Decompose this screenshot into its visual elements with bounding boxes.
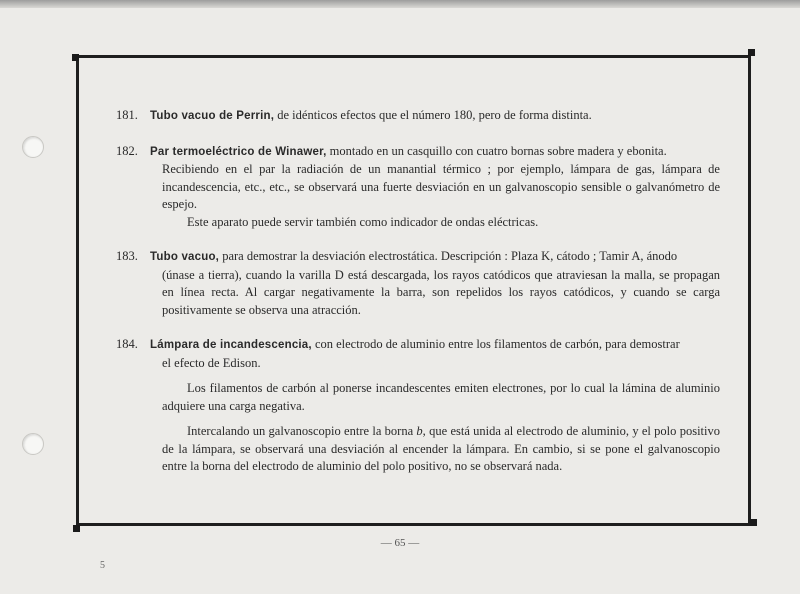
scan-top-edge [0, 0, 800, 8]
catalog-content [116, 107, 720, 493]
page-number: — 65 — [380, 537, 420, 549]
entry-text [150, 248, 720, 267]
entry-number: 181. [116, 108, 138, 122]
entry-number: 184. [116, 337, 138, 351]
entry-number: 183. [116, 249, 138, 263]
entry-183 [116, 248, 720, 319]
signature-mark: 5 [100, 560, 105, 571]
entry-number: 182. [116, 143, 138, 158]
entry-text [150, 143, 720, 162]
paragraph-text: Intercalando un galvanoscopio entre la borna [187, 424, 417, 438]
entry-181 [116, 107, 720, 126]
entry-body [150, 107, 720, 126]
entry-text [150, 336, 720, 355]
entry-description: de idénticos efectos que el número 180, pero de forma distinta. [277, 108, 592, 122]
entry-paragraph [150, 423, 720, 476]
entry-description: para demostrar la desviación electrostática. Descripción : Plaza K, cátodo ; Tamir A, ánodo [222, 249, 678, 263]
frame-corner-bottom-right [750, 519, 757, 526]
paragraph-italic-label: b [416, 424, 423, 438]
entry-text [150, 107, 720, 126]
frame-corner-top-left [72, 54, 79, 61]
entry-body [150, 143, 720, 232]
entry-body [150, 336, 720, 476]
entry-title: Tubo vacuo de Perrin, [150, 110, 275, 122]
entry-title: Par termoeléctrico de Winawer, [150, 145, 327, 158]
entry-title: Lámpara de incandescencia, [150, 339, 312, 351]
binder-hole-bottom [22, 433, 44, 455]
frame-corner-bottom-left [73, 525, 80, 532]
entry-continuation: Recibiendo en el par la radiación de un manantial térmico ; por ejemplo, lámpara de gas, lámpara de incandescencia, etc., etc., se observará una fuerte desviación en un galvanoscopio sensible o galvanómetro de espejo. [162, 162, 720, 211]
frame-corner-top-right [748, 49, 755, 56]
entry-184 [116, 336, 720, 476]
entry-description: montado en un casquillo con cuatro bornas sobre madera y ebonita. [329, 143, 667, 158]
paragraph-text: , que está unida al electrodo de aluminio, y el polo positivo de la lámpara, se observará una desviación al encender la lámpara. En cambio, si se pone el galvanoscopio entre la borna del electrodo de aluminio del polo positivo, no se observará nada. [162, 424, 720, 473]
entry-continuation: el efecto de Edison. [162, 355, 261, 370]
entry-paragraph: Los filamentos de carbón al ponerse incandescentes emiten electrones, por lo cual la lámina de aluminio adquiere una carga negativa. [162, 381, 720, 413]
entry-paragraph: Este aparato puede servir también como indicador de ondas eléctricas. [187, 214, 539, 229]
entry-continuation: (únase a tierra), cuando la varilla D está descargada, los rayos catódicos que atraviesan la malla, se propagan en línea recta. Al cargar negativamente la barra, son repelidos los rayos catódicos, y cuando se carga positivamente se observa una atracción. [162, 267, 720, 317]
binder-hole-top [22, 136, 44, 158]
entry-182 [116, 143, 720, 232]
entry-body [150, 248, 720, 319]
entry-description: con electrodo de aluminio entre los filamentos de carbón, para demostrar [314, 337, 680, 351]
entry-title: Tubo vacuo, [150, 251, 220, 263]
